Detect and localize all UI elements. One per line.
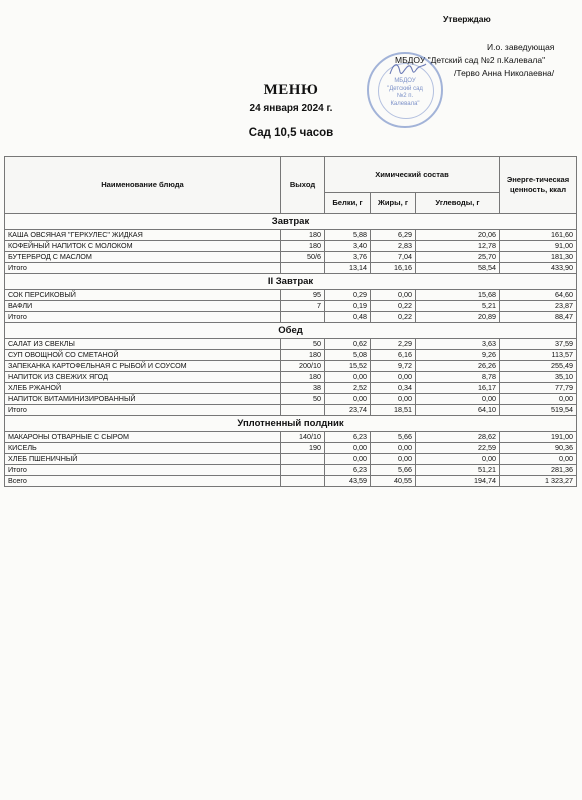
cell-dish: Итого bbox=[5, 465, 281, 476]
cell-carbs: 194,74 bbox=[416, 476, 500, 487]
table-row bbox=[5, 394, 577, 405]
cell-protein: 6,23 bbox=[325, 432, 371, 443]
cell-carbs: 15,68 bbox=[416, 290, 500, 301]
header-protein: Белки, г bbox=[325, 193, 371, 214]
document-title: МЕНЮ bbox=[263, 82, 319, 98]
cell-dish: КИСЕЛЬ bbox=[5, 443, 281, 454]
table-row bbox=[5, 454, 577, 465]
cell-energy: 23,87 bbox=[500, 301, 577, 312]
header-energy: Энерге-тическая ценность, ккал bbox=[500, 157, 577, 214]
table-row bbox=[5, 443, 577, 454]
cell-dish: КОФЕЙНЫЙ НАПИТОК С МОЛОКОМ bbox=[5, 241, 281, 252]
cell-output bbox=[281, 465, 325, 476]
cell-energy: 519,54 bbox=[500, 405, 577, 416]
header-fat: Жиры, г bbox=[371, 193, 416, 214]
cell-fat: 0,34 bbox=[371, 383, 416, 394]
cell-protein: 5,88 bbox=[325, 230, 371, 241]
cell-fat: 0,00 bbox=[371, 454, 416, 465]
cell-carbs: 20,89 bbox=[416, 312, 500, 323]
section-title: II Завтрак bbox=[5, 274, 577, 290]
section-total-row bbox=[5, 465, 577, 476]
section-header-row bbox=[5, 323, 577, 339]
cell-dish: СОК ПЕРСИКОВЫЙ bbox=[5, 290, 281, 301]
signature bbox=[388, 58, 428, 80]
cell-fat: 5,66 bbox=[371, 432, 416, 443]
table-row bbox=[5, 252, 577, 263]
menu-table bbox=[4, 156, 577, 487]
cell-fat: 0,22 bbox=[371, 312, 416, 323]
cell-energy: 77,79 bbox=[500, 383, 577, 394]
cell-carbs: 5,21 bbox=[416, 301, 500, 312]
menu-table-body bbox=[5, 214, 577, 487]
cell-output: 50/6 bbox=[281, 252, 325, 263]
section-title: Уплотненный полдник bbox=[5, 416, 577, 432]
cell-protein: 2,52 bbox=[325, 383, 371, 394]
cell-carbs: 58,54 bbox=[416, 263, 500, 274]
cell-carbs: 51,21 bbox=[416, 465, 500, 476]
cell-fat: 18,51 bbox=[371, 405, 416, 416]
cell-fat: 2,83 bbox=[371, 241, 416, 252]
cell-fat: 0,00 bbox=[371, 290, 416, 301]
cell-dish: ХЛЕБ РЖАНОЙ bbox=[5, 383, 281, 394]
cell-energy: 433,90 bbox=[500, 263, 577, 274]
cell-output: 180 bbox=[281, 350, 325, 361]
table-row bbox=[5, 372, 577, 383]
cell-fat: 9,72 bbox=[371, 361, 416, 372]
cell-fat: 16,16 bbox=[371, 263, 416, 274]
cell-dish: Всего bbox=[5, 476, 281, 487]
cell-output: 50 bbox=[281, 394, 325, 405]
cell-fat: 0,22 bbox=[371, 301, 416, 312]
cell-carbs: 0,00 bbox=[416, 454, 500, 465]
cell-output: 95 bbox=[281, 290, 325, 301]
cell-dish: БУТЕРБРОД С МАСЛОМ bbox=[5, 252, 281, 263]
cell-output bbox=[281, 312, 325, 323]
cell-output: 140/10 bbox=[281, 432, 325, 443]
cell-fat: 5,66 bbox=[371, 465, 416, 476]
approval-name: /Терво Анна Николаевна/ bbox=[454, 68, 555, 78]
cell-energy: 35,10 bbox=[500, 372, 577, 383]
cell-dish: ВАФЛИ bbox=[5, 301, 281, 312]
cell-energy: 255,49 bbox=[500, 361, 577, 372]
cell-energy: 88,47 bbox=[500, 312, 577, 323]
cell-energy: 1 323,27 bbox=[500, 476, 577, 487]
section-header-row bbox=[5, 416, 577, 432]
cell-carbs: 3,63 bbox=[416, 339, 500, 350]
cell-dish: Итого bbox=[5, 263, 281, 274]
document-subtitle: Сад 10,5 часов bbox=[248, 127, 334, 139]
cell-protein: 0,00 bbox=[325, 454, 371, 465]
cell-fat: 2,29 bbox=[371, 339, 416, 350]
cell-energy: 191,00 bbox=[500, 432, 577, 443]
cell-fat: 40,55 bbox=[371, 476, 416, 487]
cell-energy: 0,00 bbox=[500, 454, 577, 465]
cell-energy: 281,36 bbox=[500, 465, 577, 476]
cell-carbs: 26,26 bbox=[416, 361, 500, 372]
section-header-row bbox=[5, 274, 577, 290]
cell-protein: 5,08 bbox=[325, 350, 371, 361]
section-total-row bbox=[5, 405, 577, 416]
table-row bbox=[5, 432, 577, 443]
cell-carbs: 0,00 bbox=[416, 394, 500, 405]
cell-dish: Итого bbox=[5, 312, 281, 323]
approval-title: Утверждаю bbox=[443, 14, 491, 24]
cell-output: 50 bbox=[281, 339, 325, 350]
cell-dish: НАПИТОК ИЗ СВЕЖИХ ЯГОД bbox=[5, 372, 281, 383]
cell-protein: 6,23 bbox=[325, 465, 371, 476]
cell-protein: 0,29 bbox=[325, 290, 371, 301]
cell-carbs: 20,06 bbox=[416, 230, 500, 241]
cell-dish: НАПИТОК ВИТАМИНИЗИРОВАННЫЙ bbox=[5, 394, 281, 405]
approval-organization: МБДОУ "Детский сад №2 п.Калевала" bbox=[395, 55, 546, 65]
cell-protein: 3,40 bbox=[325, 241, 371, 252]
table-row bbox=[5, 383, 577, 394]
cell-protein: 15,52 bbox=[325, 361, 371, 372]
table-row bbox=[5, 301, 577, 312]
header-dish-name: Наименование блюда bbox=[5, 157, 281, 214]
cell-dish: Итого bbox=[5, 405, 281, 416]
cell-protein: 0,19 bbox=[325, 301, 371, 312]
cell-output: 180 bbox=[281, 372, 325, 383]
section-header-row bbox=[5, 214, 577, 230]
cell-output: 7 bbox=[281, 301, 325, 312]
approval-position: И.о. заведующая bbox=[487, 42, 555, 52]
table-row bbox=[5, 361, 577, 372]
cell-protein: 23,74 bbox=[325, 405, 371, 416]
cell-output: 190 bbox=[281, 443, 325, 454]
cell-carbs: 28,62 bbox=[416, 432, 500, 443]
cell-fat: 6,29 bbox=[371, 230, 416, 241]
section-title: Обед bbox=[5, 323, 577, 339]
cell-output bbox=[281, 454, 325, 465]
cell-dish: МАКАРОНЫ ОТВАРНЫЕ С СЫРОМ bbox=[5, 432, 281, 443]
cell-protein: 3,76 bbox=[325, 252, 371, 263]
cell-energy: 90,36 bbox=[500, 443, 577, 454]
cell-dish: ЗАПЕКАНКА КАРТОФЕЛЬНАЯ С РЫБОЙ И СОУСОМ bbox=[5, 361, 281, 372]
cell-carbs: 12,78 bbox=[416, 241, 500, 252]
cell-output: 180 bbox=[281, 230, 325, 241]
cell-carbs: 64,10 bbox=[416, 405, 500, 416]
cell-fat: 0,00 bbox=[371, 394, 416, 405]
cell-output: 38 bbox=[281, 383, 325, 394]
table-row bbox=[5, 241, 577, 252]
cell-output bbox=[281, 263, 325, 274]
section-total-row bbox=[5, 263, 577, 274]
cell-energy: 0,00 bbox=[500, 394, 577, 405]
cell-energy: 91,00 bbox=[500, 241, 577, 252]
cell-output bbox=[281, 405, 325, 416]
header-output: Выход bbox=[281, 157, 325, 214]
document-date: 24 января 2024 г. bbox=[249, 103, 333, 114]
cell-protein: 43,59 bbox=[325, 476, 371, 487]
cell-dish: КАША ОВСЯНАЯ "ГЕРКУЛЕС" ЖИДКАЯ bbox=[5, 230, 281, 241]
cell-energy: 181,30 bbox=[500, 252, 577, 263]
cell-fat: 6,16 bbox=[371, 350, 416, 361]
stamp-text: МБДОУ "Детский сад №2 п. Калевала" bbox=[387, 78, 423, 107]
table-row bbox=[5, 339, 577, 350]
cell-dish: ХЛЕБ ПШЕНИЧНЫЙ bbox=[5, 454, 281, 465]
cell-output: 200/10 bbox=[281, 361, 325, 372]
cell-protein: 13,14 bbox=[325, 263, 371, 274]
table-row bbox=[5, 230, 577, 241]
cell-protein: 0,00 bbox=[325, 372, 371, 383]
cell-output bbox=[281, 476, 325, 487]
cell-protein: 0,62 bbox=[325, 339, 371, 350]
cell-protein: 0,48 bbox=[325, 312, 371, 323]
header-carbs: Углеводы, г bbox=[416, 193, 500, 214]
cell-energy: 64,60 bbox=[500, 290, 577, 301]
cell-carbs: 22,59 bbox=[416, 443, 500, 454]
table-row bbox=[5, 350, 577, 361]
header-chemical-composition: Химический состав bbox=[325, 157, 500, 193]
section-title: Завтрак bbox=[5, 214, 577, 230]
cell-dish: СУП ОВОЩНОЙ СО СМЕТАНОЙ bbox=[5, 350, 281, 361]
cell-carbs: 25,70 bbox=[416, 252, 500, 263]
cell-fat: 7,04 bbox=[371, 252, 416, 263]
cell-energy: 37,59 bbox=[500, 339, 577, 350]
cell-energy: 113,57 bbox=[500, 350, 577, 361]
cell-dish: САЛАТ ИЗ СВЕКЛЫ bbox=[5, 339, 281, 350]
cell-protein: 0,00 bbox=[325, 394, 371, 405]
cell-protein: 0,00 bbox=[325, 443, 371, 454]
cell-carbs: 8,78 bbox=[416, 372, 500, 383]
cell-carbs: 9,26 bbox=[416, 350, 500, 361]
cell-fat: 0,00 bbox=[371, 372, 416, 383]
section-total-row bbox=[5, 312, 577, 323]
cell-fat: 0,00 bbox=[371, 443, 416, 454]
table-row bbox=[5, 290, 577, 301]
grand-total-row bbox=[5, 476, 577, 487]
cell-energy: 161,60 bbox=[500, 230, 577, 241]
cell-carbs: 16,17 bbox=[416, 383, 500, 394]
cell-output: 180 bbox=[281, 241, 325, 252]
